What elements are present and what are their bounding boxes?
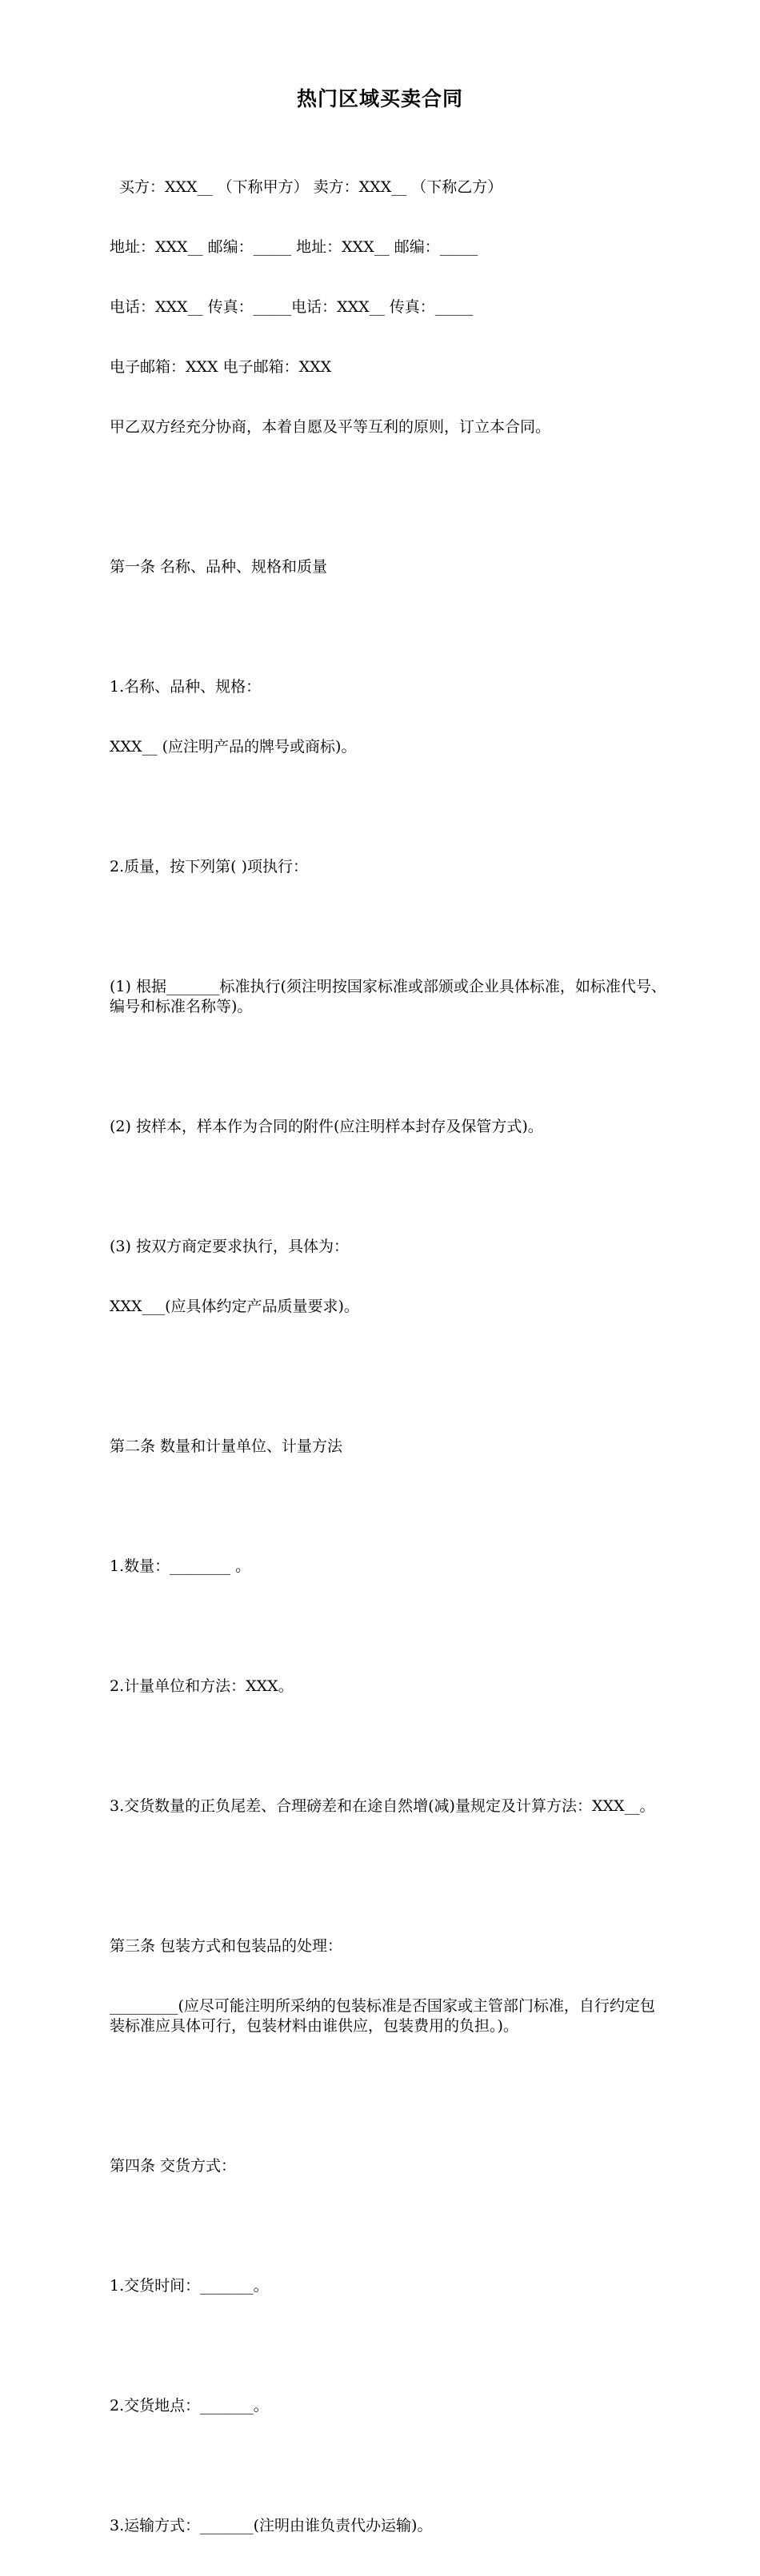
- document-body: [110, 138, 670, 2576]
- article4-item1: 1.交货时间：_______。: [110, 2277, 269, 2295]
- article3-text: _________(应尽可能注明所采纳的包装标准是否国家或主管部门标准，自行约定包装标准应具体可行，包装材料由谁供应，包装费用的负担。)。: [110, 1997, 655, 2035]
- article1-item1-label: 1.名称、品种、规格：: [110, 678, 262, 696]
- article2-item1: 1.数量：________ 。: [110, 1557, 251, 1575]
- article1-item1-value: XXX__ (应注明产品的牌号或商标)。: [110, 738, 357, 756]
- parties-email: 电子邮箱：XXX 电子邮箱：XXX: [110, 358, 332, 376]
- article1-option3-value: XXX___(应具体约定产品质量要求)。: [110, 1298, 359, 1315]
- document-title: 热门区域买卖合同: [296, 87, 463, 110]
- preamble: 甲乙双方经充分协商，本着自愿及平等互利的原则，订立本合同。: [110, 418, 551, 436]
- article1-option3-label: (3) 按双方商定要求执行，具体为：: [110, 1238, 349, 1255]
- article1-option1: (1) 根据_______标准执行(须注明按国家标准或部颁或企业具体标准，如标准代号、编号和标准名称等)。: [110, 978, 666, 1015]
- parties-buyer-seller: 买方：XXX__ （下称甲方） 卖方：XXX__ （下称乙方）: [119, 178, 503, 196]
- article1-item2: 2.质量，按下列第( )项执行：: [110, 858, 308, 875]
- parties-address: 地址：XXX__ 邮编：_____ 地址：XXX__ 邮编：_____: [110, 238, 478, 256]
- article3-heading: 第三条 包装方式和包装品的处理：: [110, 1937, 343, 1955]
- article4-heading: 第四条 交货方式：: [110, 2157, 237, 2175]
- article1-heading: 第一条 名称、品种、规格和质量: [110, 558, 328, 576]
- article2-heading: 第二条 数量和计量单位、计量方法: [110, 1438, 343, 1455]
- article2-item3: 3.交货数量的正负尾差、合理磅差和在途自然增(减)量规定及计算方法：XXX__。: [110, 1797, 655, 1815]
- article1-option2: (2) 按样本，样本作为合同的附件(应注明样本封存及保管方式)。: [110, 1118, 543, 1135]
- article4-item2: 2.交货地点：_______。: [110, 2397, 269, 2415]
- parties-phone: 电话：XXX__ 传真：_____电话：XXX__ 传真：_____: [110, 298, 474, 316]
- article2-item2: 2.计量单位和方法：XXX。: [110, 1677, 294, 1695]
- article4-item3: 3.运输方式：_______(注明由谁负责代办运输)。: [110, 2517, 433, 2534]
